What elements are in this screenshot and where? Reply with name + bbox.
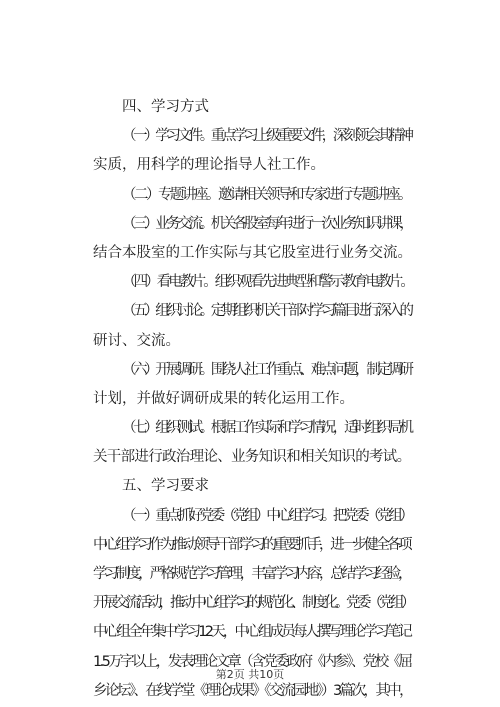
paragraph-line: 开展交流活动，推动中心组学习的规范化、制度化。党委（党组）	[93, 595, 412, 612]
paragraph-line: 学习制度，严格规范学习管理，丰富学习内容，总结学习经验，	[93, 566, 410, 582]
paragraph-line: 实质，用科学的理论指导人社工作。	[93, 157, 325, 174]
paragraph-line: 关干部进行政治理论、业务知识和相关知识的考试。	[93, 449, 411, 466]
paragraph-line: （三）业务交流。机关各股室每年进行一次业务知识讲课，	[122, 215, 411, 232]
paragraph-line: 研讨、交流。	[93, 332, 180, 349]
paragraph-line: 中心组学习作为推动领导干部学习的重要抓手，进一步健全各项	[93, 536, 410, 553]
paragraph-line: 中心组全年集中学习12天，中心组成员每人撰写理论学习笔记	[93, 624, 411, 641]
paragraph-line: 计划，并做好调研成果的转化运用工作。	[93, 390, 354, 407]
paragraph-line: （六）开展调研。围绕人社工作重点、难点问题，制定调研	[122, 361, 411, 378]
paragraph-line: 乡论坛》、在线学堂《理论成果》《交流园地》）3篇次，其中，	[93, 682, 412, 699]
paragraph-line: 1.5万字以上，发表理论文章（含党委政府《内参》、党校《屈	[93, 653, 411, 670]
document-body	[93, 93, 413, 706]
section-heading: 四、学习方式	[122, 99, 209, 115]
paragraph-line: （五）组织讨论。定期组织机关干部对学习篇目进行深入的	[122, 303, 411, 320]
paragraph-line: （七）组织测试。根据工作实际和学习情况，适时组织局机	[122, 420, 411, 437]
page-footer: 第2页 共10页	[215, 668, 285, 681]
paragraph-line: （二）专题讲座。邀请相关领导和专家进行专题讲座。	[122, 186, 410, 203]
paragraph-line: 结合本股室的工作实际与其它股室进行业务交流。	[93, 244, 412, 261]
section-heading: 五、学习要求	[122, 478, 209, 495]
paragraph-line: （四）看电教片。组织观看先进典型和警示教育电教片。	[122, 274, 412, 291]
paragraph-line: （一）重点抓好党委（党组）中心组学习。把党委（党组）	[122, 507, 411, 524]
paragraph-line: （一）学习文件。重点学习上级重要文件，深刻领会其精神	[122, 128, 411, 145]
